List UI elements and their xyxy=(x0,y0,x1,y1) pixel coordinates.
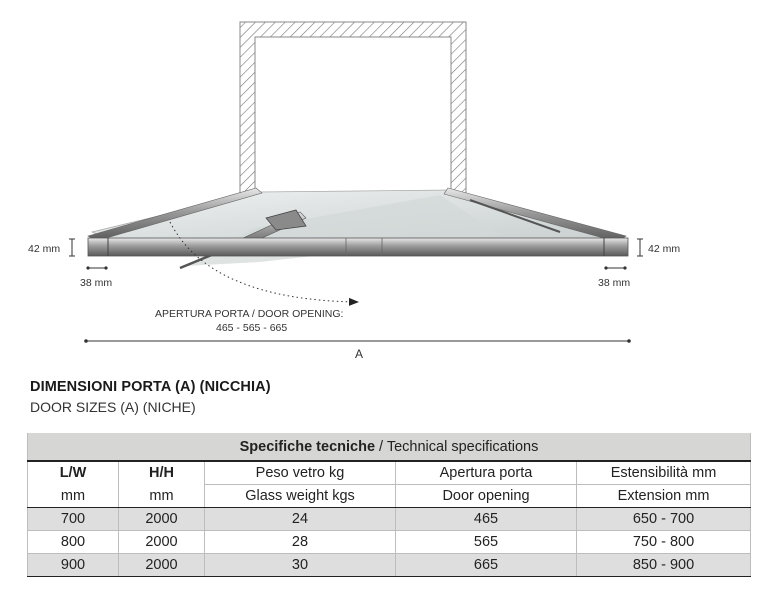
cell-width: 900 xyxy=(28,554,119,577)
front-threshold-bar xyxy=(88,238,628,256)
cell-extension: 650 - 700 xyxy=(577,508,751,531)
section-subheading: DOOR SIZES (A) (NICHE) xyxy=(30,399,196,415)
table-row xyxy=(28,508,751,531)
cell-height: 2000 xyxy=(119,554,205,577)
cell-height: 2000 xyxy=(119,508,205,531)
col-unit-height: mm xyxy=(119,485,205,508)
col-header-extension: Estensibilità mm xyxy=(577,461,751,485)
overall-width-dimension xyxy=(84,339,631,361)
section-heading: DIMENSIONI PORTA (A) (NICCHIA) xyxy=(30,379,271,395)
cell-glass-weight: 30 xyxy=(205,554,396,577)
cell-glass-weight: 28 xyxy=(205,531,396,554)
cell-width: 700 xyxy=(28,508,119,531)
col-subheader-door-opening: Door opening xyxy=(396,485,577,508)
cell-glass-weight: 24 xyxy=(205,508,396,531)
col-unit-width: mm xyxy=(28,485,119,508)
left-width-label: 38 mm xyxy=(80,277,113,289)
col-header-height: H/H xyxy=(119,461,205,485)
table-title-italian: Specifiche tecniche xyxy=(239,438,376,455)
cell-door-opening: 465 xyxy=(396,508,577,531)
table-title-row xyxy=(28,433,751,461)
left-height-label: 42 mm xyxy=(28,243,61,255)
col-header-door-opening: Apertura porta xyxy=(396,461,577,485)
col-subheader-extension: Extension mm xyxy=(577,485,751,508)
cell-width: 800 xyxy=(28,531,119,554)
left-width-dimension xyxy=(80,266,112,289)
door-opening-label: APERTURA PORTA / DOOR OPENING: xyxy=(155,308,344,320)
col-header-width: L/W xyxy=(28,461,119,485)
table-title-english: / Technical specifications xyxy=(375,438,539,455)
left-height-dimension xyxy=(28,239,75,256)
col-header-glass-weight: Peso vetro kg xyxy=(205,461,396,485)
col-subheader-glass-weight: Glass weight kgs xyxy=(205,485,396,508)
door-opening-values: 465 - 565 - 665 xyxy=(216,322,288,334)
table-row xyxy=(28,554,751,577)
header-row-english xyxy=(28,485,751,508)
right-height-dimension xyxy=(637,239,680,256)
cell-extension: 850 - 900 xyxy=(577,554,751,577)
right-width-dimension xyxy=(598,266,630,289)
niche-wall xyxy=(240,22,466,214)
specifications-table xyxy=(27,433,751,577)
cell-height: 2000 xyxy=(119,531,205,554)
cell-door-opening: 565 xyxy=(396,531,577,554)
table-title xyxy=(28,433,751,461)
cell-extension: 750 - 800 xyxy=(577,531,751,554)
header-row-italian xyxy=(28,461,751,485)
right-width-label: 38 mm xyxy=(598,277,631,289)
table-row xyxy=(28,531,751,554)
right-height-label: 42 mm xyxy=(648,243,681,255)
overall-width-label: A xyxy=(355,347,364,361)
cell-door-opening: 665 xyxy=(396,554,577,577)
